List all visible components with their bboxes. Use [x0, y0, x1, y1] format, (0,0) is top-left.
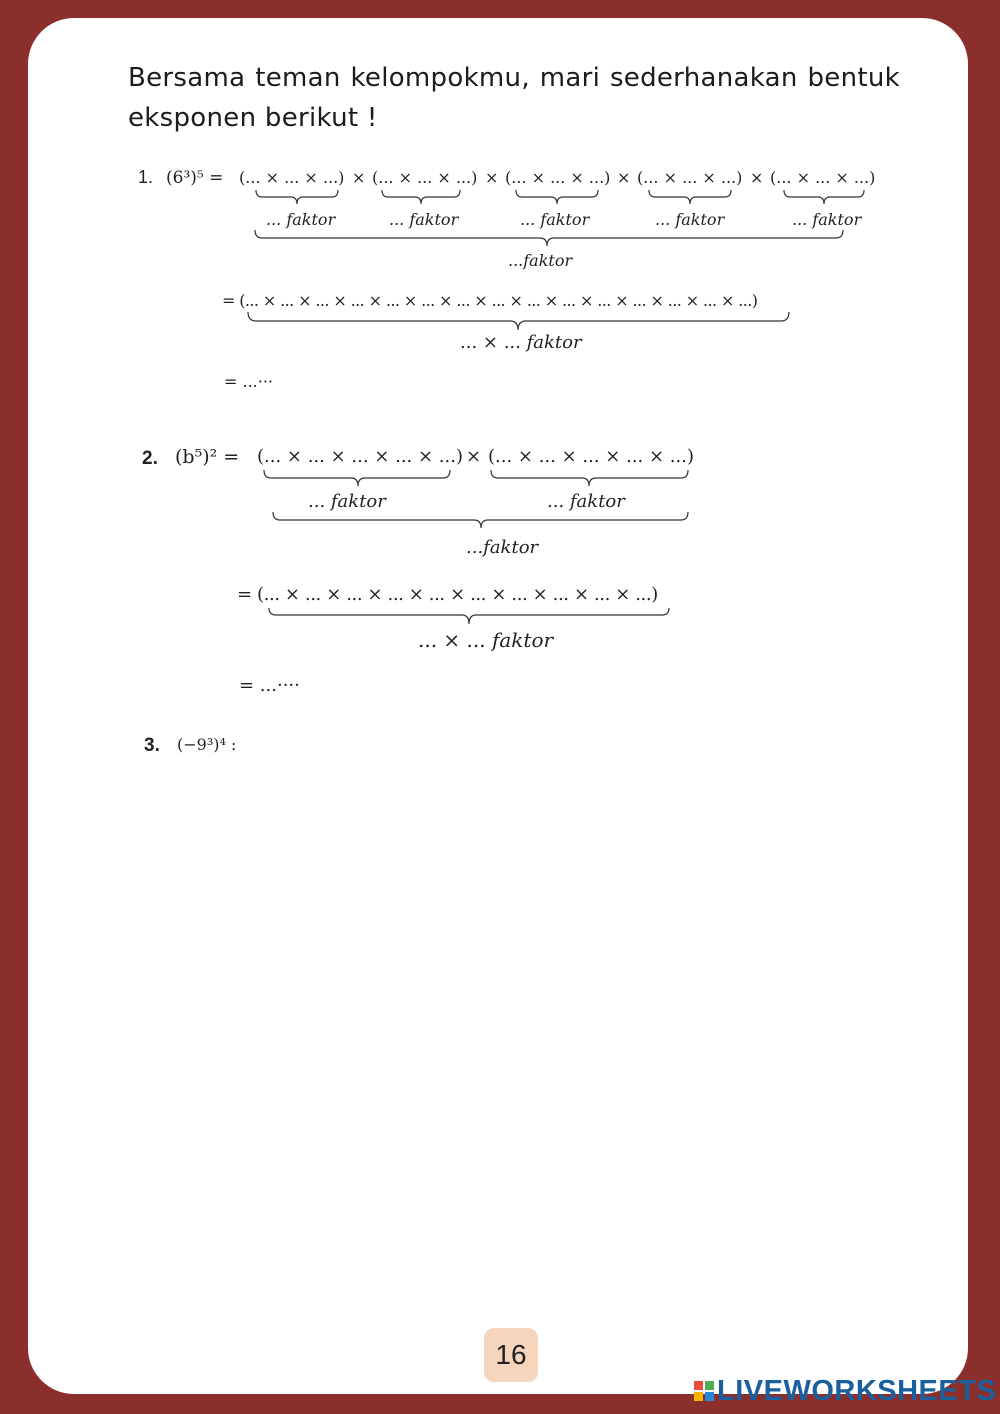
problem-1-group-1-label: ... faktor: [266, 210, 336, 229]
problem-3-number: 3.: [144, 735, 160, 756]
instruction-line-2: eksponen berikut !: [128, 103, 378, 133]
liveworksheets-logo: [694, 1375, 996, 1405]
problem-1-group-3: (... × ... × ...): [505, 168, 611, 187]
problem-1-op-3: ×: [617, 168, 631, 187]
problem-1-group-4-label: ... faktor: [655, 210, 725, 229]
problem-1-total-label: ...faktor: [508, 251, 573, 270]
problem-1-op-2: ×: [485, 168, 499, 187]
liveworksheets-icon: [694, 1381, 714, 1401]
problem-1-expanded: = (... × ... × ... × ... × ... × ... × ... × ... × ... × ... × ... × ... × ... × ... × ...): [222, 291, 758, 310]
liveworksheets-wordmark: LIVEWORKSHEETS: [717, 1375, 997, 1407]
problem-1-group-2-label: ... faktor: [389, 210, 459, 229]
page-number-badge: 16: [484, 1328, 538, 1382]
problem-1-expanded-label: ... × ... faktor: [460, 332, 582, 353]
problem-1-op-4: ×: [750, 168, 764, 187]
problem-1-group-2: (... × ... × ...): [372, 168, 478, 187]
problem-2-group-2-label: ... faktor: [547, 491, 625, 512]
problem-2-result: = ...····: [239, 675, 300, 696]
problem-1-group-3-label: ... faktor: [520, 210, 590, 229]
problem-2-lhs: (b⁵)² =: [175, 446, 240, 468]
problem-2-number: 2.: [142, 448, 158, 469]
problem-2-group-1: (... × ... × ... × ... × ...): [257, 446, 463, 467]
problem-1-result: = ...···: [224, 372, 274, 391]
problem-2-total-label: ...faktor: [466, 537, 539, 558]
problem-3-lhs: (−9³)⁴ :: [177, 735, 237, 754]
problem-1-op-1: ×: [352, 168, 366, 187]
problem-2-expanded-label: ... × ... faktor: [418, 628, 554, 652]
problem-1-number: 1.: [138, 167, 154, 187]
problem-2-group-2: (... × ... × ... × ... × ...): [488, 446, 694, 467]
problem-2-op: ×: [466, 446, 482, 467]
problem-1-group-5-label: ... faktor: [792, 210, 862, 229]
problem-1-group-4: (... × ... × ...): [637, 168, 743, 187]
instruction-line-1: Bersama teman kelompokmu, mari sederhanakan bentuk: [128, 63, 900, 93]
problem-2-expanded: = (... × ... × ... × ... × ... × ... × ... × ... × ... × ...): [237, 584, 658, 605]
problem-1-group-5: (... × ... × ...): [770, 168, 876, 187]
problem-2-group-1-label: ... faktor: [308, 491, 386, 512]
problem-1-group-1: (... × ... × ...): [239, 168, 345, 187]
problem-1-lhs: (6³)⁵ =: [166, 168, 224, 188]
